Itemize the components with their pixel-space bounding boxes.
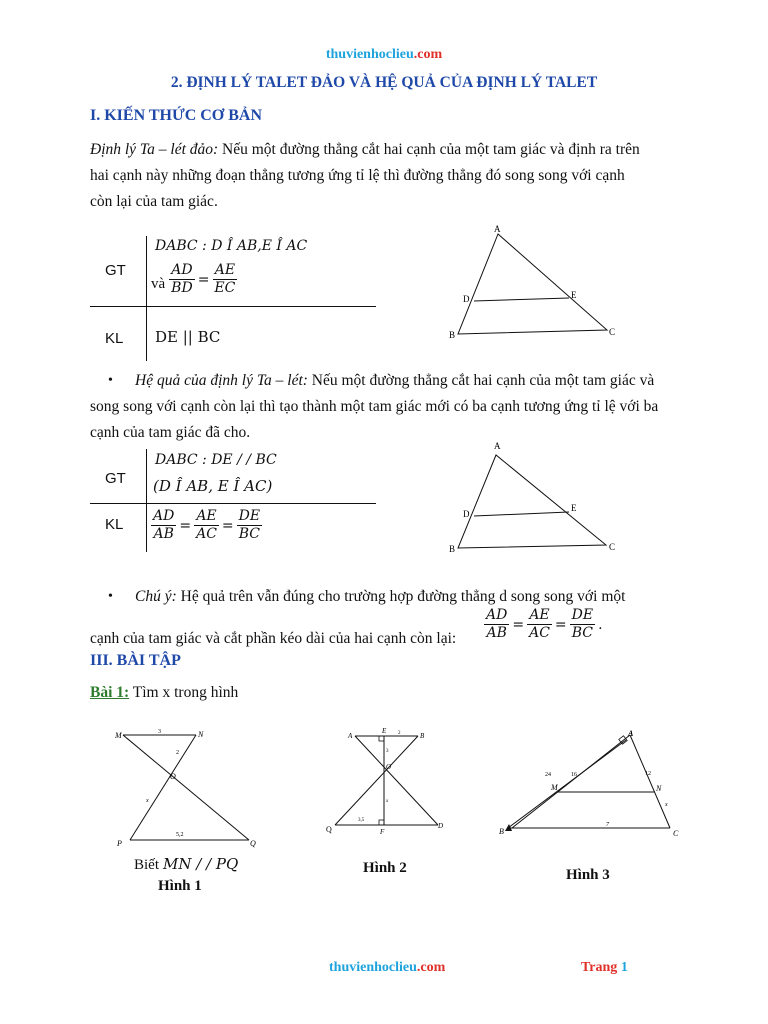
figure-hinh-3 bbox=[495, 724, 690, 840]
figure-3-caption: Hình 3 bbox=[566, 867, 610, 883]
svg-text:E: E bbox=[382, 727, 387, 735]
svg-text:12: 12 bbox=[645, 771, 651, 777]
header-site: thuvienhoclieu.com bbox=[325, 47, 443, 62]
bullet-dot: • bbox=[108, 589, 113, 604]
theorem-paragraph: Định lý Ta – lét đảo: Nếu một đường thẳng cắt hai cạnh của một tam giác và định ra trên hai cạnh này những đoạn thẳng tương ứng tỉ lệ thì đường thẳng đó song song với cạnh còn lại của tam giác. bbox=[90, 141, 640, 210]
table1-hypothesis: DABC : D Î AB,E Î AC bbox=[155, 238, 308, 254]
figure-1-condition: Biết MN / / PQ bbox=[134, 855, 239, 873]
footer-page-number: Trang 1 bbox=[581, 960, 628, 975]
note-label: Chú ý: bbox=[135, 588, 177, 605]
svg-text:16: 16 bbox=[571, 772, 577, 778]
svg-text:x: x bbox=[665, 802, 668, 808]
section-heading-3: III. BÀI TẬP bbox=[90, 652, 181, 669]
table2-hypothesis-1: DABC : DE / / BC bbox=[155, 452, 277, 468]
table2-conclusion: $\frac{AD}{AB}$ = $\frac{AE}{AC}$ = $\frac{DE}{BC}$ bbox=[153, 508, 261, 542]
theorem-label: Định lý Ta – lét đảo: bbox=[90, 141, 219, 158]
figure-1-caption: Hình 1 bbox=[158, 878, 202, 894]
table2-gt: GT bbox=[105, 470, 126, 487]
svg-text:P: P bbox=[117, 839, 122, 848]
point-B: B bbox=[449, 330, 456, 340]
table2-kl: KL bbox=[105, 516, 124, 533]
svg-text:N: N bbox=[198, 730, 204, 739]
point-D: D bbox=[463, 509, 470, 519]
svg-text:7: 7 bbox=[606, 822, 609, 828]
svg-text:C: C bbox=[673, 829, 679, 838]
svg-text:O: O bbox=[386, 763, 392, 771]
svg-text:24: 24 bbox=[545, 772, 551, 778]
figure-hinh-1 bbox=[112, 724, 262, 848]
table1-gt: GT bbox=[105, 262, 126, 279]
note-line-2: cạnh của tam giác và cắt phần kéo dài của hai cạnh còn lại: bbox=[90, 630, 457, 647]
table1-kl: KL bbox=[105, 330, 124, 347]
note-formula: $\frac{AD}{AB}$ = $\frac{AE}{AC}$ = $\frac{DE}{BC}$ . bbox=[486, 607, 603, 641]
point-B: B bbox=[449, 544, 456, 554]
svg-text:O: O bbox=[170, 772, 176, 781]
svg-text:2: 2 bbox=[398, 731, 401, 736]
corollary-label: Hệ quả của định lý Ta – lét: bbox=[135, 372, 308, 389]
point-A: A bbox=[494, 224, 501, 234]
svg-text:M: M bbox=[551, 783, 558, 792]
svg-text:3: 3 bbox=[386, 749, 389, 754]
svg-text:A: A bbox=[348, 732, 353, 740]
table1-ratio: và $\frac{AD}{BD}$ = $\frac{AE}{EC}$ bbox=[151, 262, 236, 296]
svg-text:5,2: 5,2 bbox=[176, 832, 184, 838]
svg-text:F: F bbox=[380, 828, 385, 836]
svg-text:Q: Q bbox=[326, 825, 332, 834]
point-A: A bbox=[494, 441, 501, 451]
svg-text:Q: Q bbox=[250, 839, 256, 848]
svg-text:3: 3 bbox=[158, 729, 161, 735]
point-E: E bbox=[571, 290, 577, 300]
table2-vline bbox=[146, 449, 147, 552]
footer-site: thuvienhoclieu.com bbox=[329, 960, 446, 975]
triangle-figure-2 bbox=[445, 438, 625, 558]
svg-text:3,5: 3,5 bbox=[358, 818, 365, 823]
point-E: E bbox=[571, 503, 577, 513]
svg-text:x: x bbox=[146, 798, 149, 804]
point-D: D bbox=[463, 294, 470, 304]
section-heading-1: I. KIẾN THỨC CƠ BẢN bbox=[90, 107, 263, 124]
svg-text:x: x bbox=[386, 799, 389, 804]
svg-text:B: B bbox=[499, 827, 504, 836]
point-C: C bbox=[609, 327, 616, 337]
svg-text:B: B bbox=[420, 732, 425, 740]
svg-text:2: 2 bbox=[176, 750, 179, 756]
table1-vline bbox=[146, 236, 147, 361]
figure-2-caption: Hình 2 bbox=[363, 860, 407, 876]
triangle-figure-1 bbox=[445, 222, 625, 344]
svg-text:D: D bbox=[438, 822, 444, 830]
table1-conclusion: DE || BC bbox=[155, 328, 221, 346]
svg-text:A: A bbox=[628, 729, 634, 738]
point-C: C bbox=[609, 542, 616, 552]
exercise-1: Bài 1: Tìm x trong hình bbox=[90, 684, 239, 701]
note-line-1: Chú ý: Hệ quả trên vẫn đúng cho trường hợp đường thẳng d song song với một bbox=[135, 588, 626, 605]
svg-text:M: M bbox=[115, 731, 122, 740]
table2-hline bbox=[90, 503, 376, 504]
table1-hline bbox=[90, 306, 376, 307]
table2-hypothesis-2: (D Î AB, E Î AC) bbox=[153, 477, 273, 495]
exercise-label: Bài 1: bbox=[90, 684, 130, 701]
svg-text:N: N bbox=[656, 784, 662, 793]
page-title: 2. ĐỊNH LÝ TALET ĐẢO VÀ HỆ QUẢ CỦA ĐỊNH LÝ TALET bbox=[170, 74, 598, 91]
bullet-dot: • bbox=[108, 373, 113, 388]
figure-hinh-2 bbox=[322, 724, 454, 836]
corollary-paragraph: Hệ quả của định lý Ta – lét: Nếu một đường thẳng cắt hai cạnh của một tam giác và song song với cạnh còn lại thì tạo thành một tam giác mới có ba cạnh tương ứng tỉ lệ với ba cạnh của tam giác đã cho. bbox=[90, 372, 659, 441]
